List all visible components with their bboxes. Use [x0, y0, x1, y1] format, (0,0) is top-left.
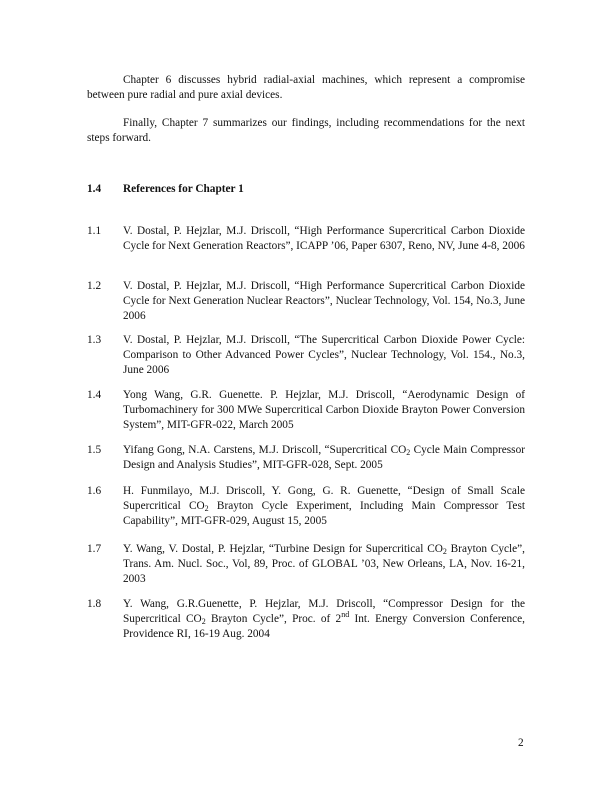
reference-number: 1.3 [87, 334, 102, 346]
reference-number: 1.8 [87, 598, 102, 610]
reference-item [87, 542, 525, 587]
reference-number: 1.7 [87, 543, 102, 555]
reference-item [87, 333, 525, 378]
reference-number: 1.4 [87, 389, 102, 401]
reference-text: V. Dostal, P. Hejzlar, M.J. Driscoll, “High Performance Supercritical Carbon Dioxide Cycle for Next Generation Reactors”, ICAPP ’06, Paper 6307, Reno, NV, June 4-8, 2006 [123, 225, 525, 252]
reference-text: Yong Wang, G.R. Guenette. P. Hejzlar, M.J. Driscoll, “Aerodynamic Design of Turbomachinery for 300 MWe Supercritical Carbon Dioxide Brayton Power Conversion System”, MIT-GFR-022, March 2005 [123, 389, 525, 431]
reference-number: 1.2 [87, 280, 102, 292]
reference-text: Yifang Gong, N.A. Carstens, M.J. Driscoll, “Supercritical $CO_2$ Cycle Main Compressor Design and Analysis Studies”, MIT-GFR-028, Sept. 2005 [123, 444, 525, 471]
reference-text: Y. Wang, G.R.Guenette, P. Hejzlar, M.J. Driscoll, “Compressor Design for the Supercritical $CO_2$ Brayton Cycle”, Proc. of 2nd Int. Energy Conversion Conference, Providence RI, 16-19 Aug. 2004 [123, 598, 526, 640]
page-number: 2 [518, 737, 524, 749]
reference-item [87, 388, 525, 433]
section-heading [87, 182, 244, 197]
reference-number: 1.1 [87, 225, 102, 237]
reference-item [87, 443, 525, 473]
reference-number: 1.6 [87, 485, 102, 497]
section-title: References for Chapter 1 [123, 183, 244, 195]
reference-text: V. Dostal, P. Hejzlar, M.J. Driscoll, “High Performance Supercritical Carbon Dioxide Cycle for Next Generation Nuclear Reactors”, Nuclear Technology, Vol. 154, No.3, June 2006 [123, 280, 525, 322]
reference-item [87, 279, 525, 324]
reference-number: 1.5 [87, 444, 102, 456]
paragraph-chapter-6: Chapter 6 discusses hybrid radial-axial machines, which represent a compromise between pure radial and pure axial devices. [87, 74, 525, 101]
section-number: 1.4 [87, 183, 102, 195]
reference-item [87, 597, 525, 642]
paragraph-chapter-7: Finally, Chapter 7 summarizes our findings, including recommendations for the next steps forward. [87, 117, 525, 144]
reference-text: V. Dostal, P. Hejzlar, M.J. Driscoll, “The Supercritical Carbon Dioxide Power Cycle: Comparison to Other Advanced Power Cycles”, Nuclear Technology, Vol. 154., No.3, June 2006 [123, 334, 525, 376]
reference-item [87, 484, 525, 529]
reference-text: Y. Wang, V. Dostal, P. Hejzlar, “Turbine Design for Supercritical $CO_2$ Brayton Cycle”, Trans. Am. Nucl. Soc., Vol, 89, Proc. of GLOBAL ’03, New Orleans, LA, Nov. 16-21, 2003 [123, 543, 525, 585]
reference-item [87, 224, 525, 254]
reference-text: H. Funmilayo, M.J. Driscoll, Y. Gong, G. R. Guenette, “Design of Small Scale Supercritical $CO_2$ Brayton Cycle Experiment, Including Main Compressor Test Capability”, MIT-GFR-029, August 15, 2005 [123, 485, 525, 527]
